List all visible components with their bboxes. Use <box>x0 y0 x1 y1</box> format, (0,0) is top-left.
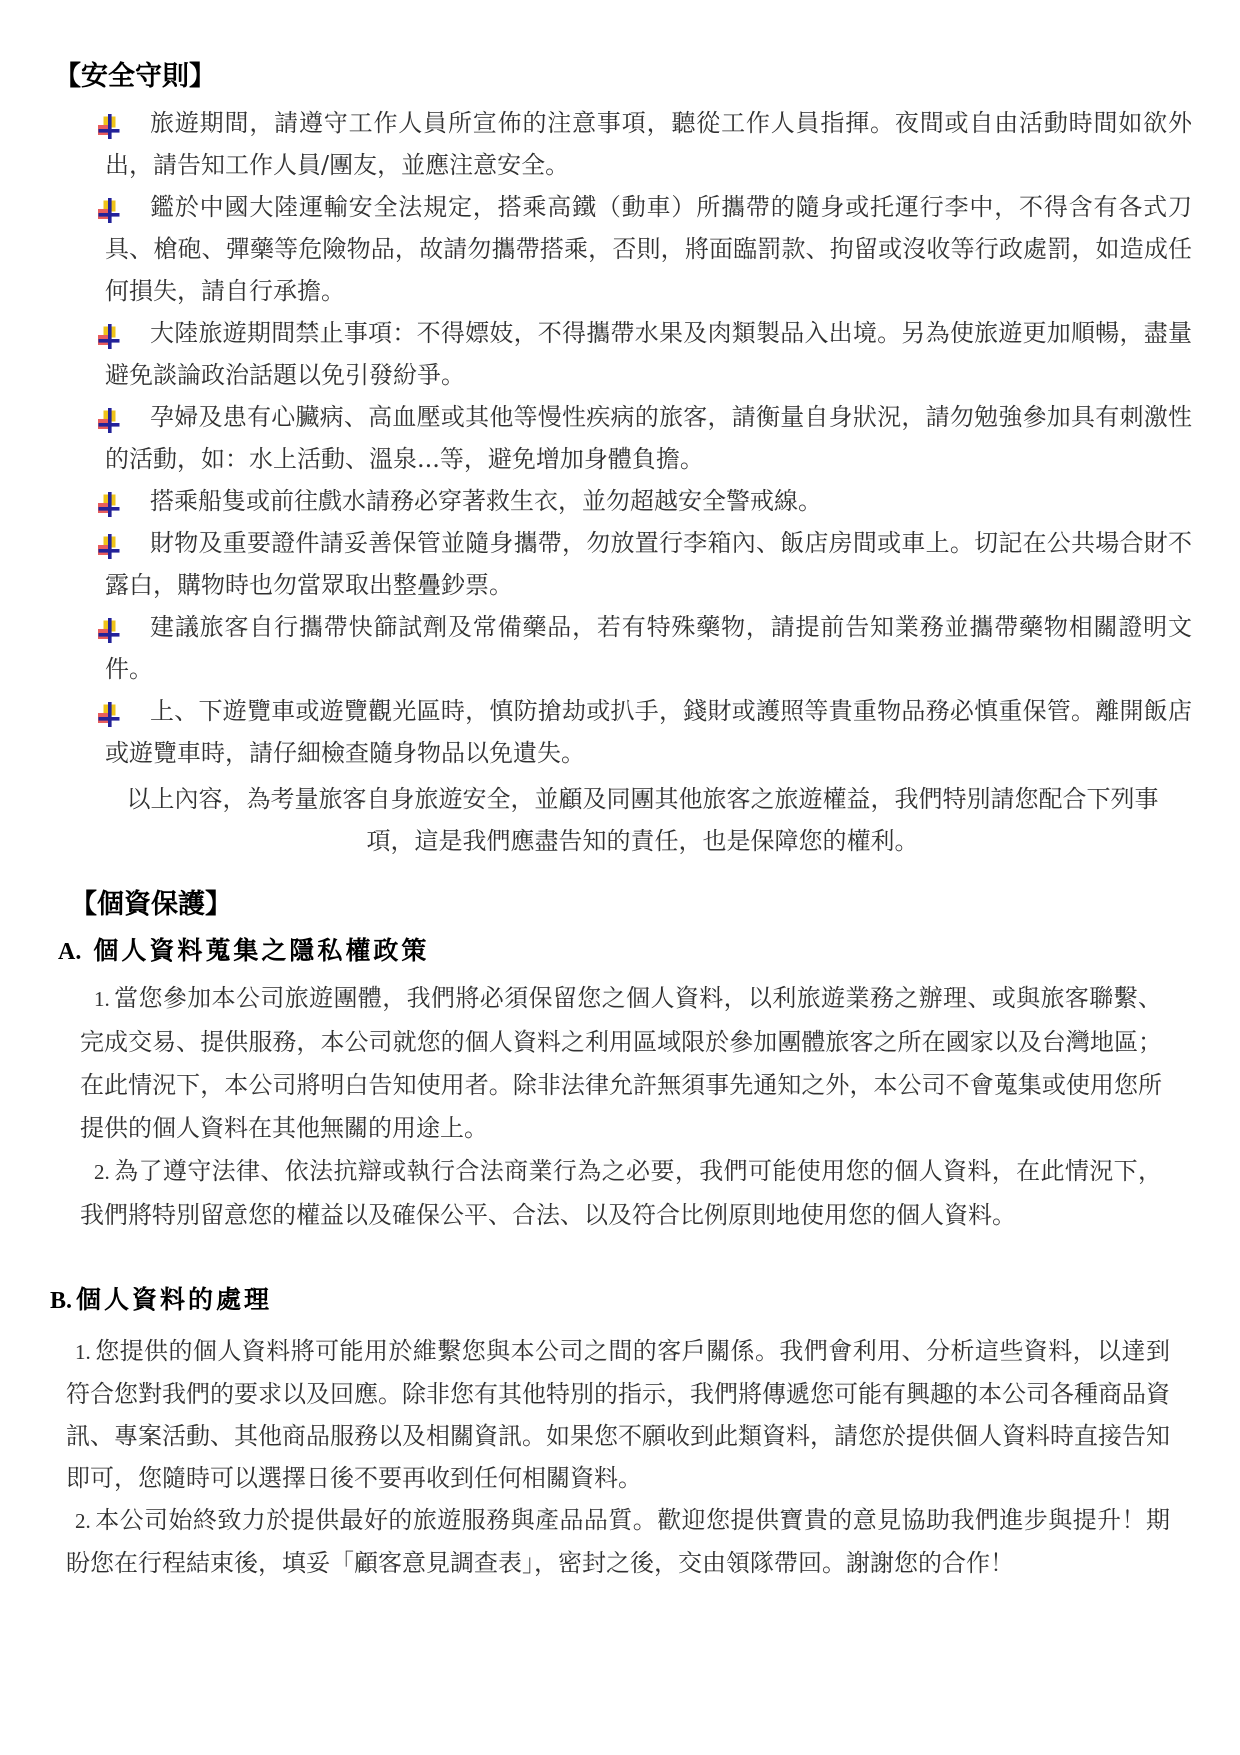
paragraph <box>66 1330 1170 1499</box>
subsection-a <box>0 936 1240 1237</box>
paragraph <box>80 977 1162 1150</box>
subsection-a-title: 個人資料蒐集之隱私權政策 <box>93 936 430 965</box>
safety-rule-item <box>0 606 1240 690</box>
section-title-safety-rules: 【安全守則】 <box>54 61 216 92</box>
safety-rule-item <box>0 312 1240 396</box>
paragraph-number: 1. <box>75 1340 91 1364</box>
paragraph <box>80 1150 1162 1237</box>
safety-rule-text: 搭乘船隻或前往戲水請務必穿著救生衣，並勿超越安全警戒線。 <box>150 487 822 515</box>
safety-rule-item <box>0 480 1240 522</box>
colored-square-cross-bullet-icon <box>98 195 122 221</box>
colored-square-cross-bullet-icon <box>98 615 122 641</box>
subsection-a-paragraphs <box>0 977 1240 1237</box>
safety-rule-text: 旅遊期間，請遵守工作人員所宣佈的注意事項，聽從工作人員指揮。夜間或自由活動時間如欲外出，請告知工作人員/團友，並應注意安全。 <box>105 109 1192 179</box>
colored-square-cross-bullet-icon <box>98 699 122 725</box>
colored-square-cross-bullet-icon <box>98 321 122 347</box>
colored-square-cross-bullet-icon <box>98 489 122 515</box>
paragraph-text: 您提供的個人資料將可能用於維繫您與本公司之間的客戶關係。我們會利用、分析這些資料，以達到符合您對我們的要求以及回應。除非您有其他特別的指示，我們將傳遞您可能有興趣的本公司各種商品資訊、專案活動、其他商品服務以及相關資訊。如果您不願收到此類資料，請您於提供個人資料時直接告知即可，您隨時可以選擇日後不要再收到任何相關資料。 <box>66 1337 1170 1492</box>
subsection-b-paragraphs <box>0 1330 1240 1584</box>
paragraph <box>66 1499 1170 1584</box>
subsection-a-letter: A. <box>58 939 82 965</box>
paragraph-text: 為了遵守法律、依法抗辯或執行合法商業行為之必要，我們可能使用您的個人資料，在此情況下，我們將特別留意您的權益以及確保公平、合法、以及符合比例原則地使用您的個人資料。 <box>80 1157 1162 1229</box>
safety-rule-text: 財物及重要證件請妥善保管並隨身攜帶，勿放置行李箱內、飯店房間或車上。切記在公共場合財不露白，購物時也勿當眾取出整疊鈔票。 <box>105 529 1192 599</box>
safety-rules-list <box>0 102 1240 774</box>
subsection-b-heading <box>50 1285 1240 1316</box>
safety-rule-text: 孕婦及患有心臟病、高血壓或其他等慢性疾病的旅客，請衡量自身狀況，請勿勉強參加具有刺激性的活動，如：水上活動、溫泉...等，避免增加身體負擔。 <box>105 403 1192 473</box>
subsection-b <box>0 1285 1240 1584</box>
safety-rule-text: 上、下遊覽車或遊覽觀光區時，慎防搶劫或扒手，錢財或護照等貴重物品務必慎重保管。離開飯店或遊覽車時，請仔細檢查隨身物品以免遺失。 <box>105 697 1192 767</box>
paragraph-number: 2. <box>75 1509 91 1533</box>
colored-square-cross-bullet-icon <box>98 405 122 431</box>
paragraph-text: 當您參加本公司旅遊團體，我們將必須保留您之個人資料，以利旅遊業務之辦理、或與旅客聯繫、完成交易、提供服務，本公司就您的個人資料之利用區域限於參加團體旅客之所在國家以及台灣地區；在此情況下，本公司將明白告知使用者。除非法律允許無須事先通知之外，本公司不會蒐集或使用您所提供的個人資料在其他無關的用途上。 <box>80 984 1162 1142</box>
safety-rule-item <box>0 690 1240 774</box>
subsection-a-heading <box>58 936 1240 967</box>
subsection-b-title: 個人資料的處理 <box>76 1285 273 1314</box>
safety-rule-item <box>0 396 1240 480</box>
subsection-b-letter: B. <box>50 1288 73 1314</box>
safety-rule-item <box>0 186 1240 312</box>
safety-rule-text: 建議旅客自行攜帶快篩試劑及常備藥品，若有特殊藥物，請提前告知業務並攜帶藥物相關證明文件。 <box>105 613 1192 683</box>
safety-rule-item <box>0 522 1240 606</box>
colored-square-cross-bullet-icon <box>98 111 122 137</box>
safety-rule-text: 大陸旅遊期間禁止事項：不得嫖妓，不得攜帶水果及肉類製品入出境。另為使旅遊更加順暢，盡量避免談論政治話題以免引發紛爭。 <box>105 319 1192 389</box>
section-title-privacy: 【個資保護】 <box>70 889 232 920</box>
paragraph-text: 本公司始終致力於提供最好的旅遊服務與產品品質。歡迎您提供寶貴的意見協助我們進步與提升！期盼您在行程結束後，填妥「顧客意見調查表」，密封之後，交由領隊帶回。謝謝您的合作！ <box>66 1506 1170 1577</box>
closing-note: 以上內容，為考量旅客自身旅遊安全，並顧及同團其他旅客之旅遊權益，我們特別請您配合下列事項，這是我們應盡告知的責任，也是保障您的權利。 <box>126 785 1159 855</box>
colored-square-cross-bullet-icon <box>98 531 122 557</box>
safety-rule-item <box>0 102 1240 186</box>
safety-rule-text: 鑑於中國大陸運輸安全法規定，搭乘高鐵（動車）所攜帶的隨身或托運行李中，不得含有各式刀具、槍砲、彈藥等危險物品，故請勿攜帶搭乘，否則，將面臨罰款、拘留或沒收等行政處罰，如造成任何損失，請自行承擔。 <box>105 193 1192 305</box>
paragraph-number: 1. <box>94 987 110 1011</box>
paragraph-number: 2. <box>94 1160 110 1184</box>
